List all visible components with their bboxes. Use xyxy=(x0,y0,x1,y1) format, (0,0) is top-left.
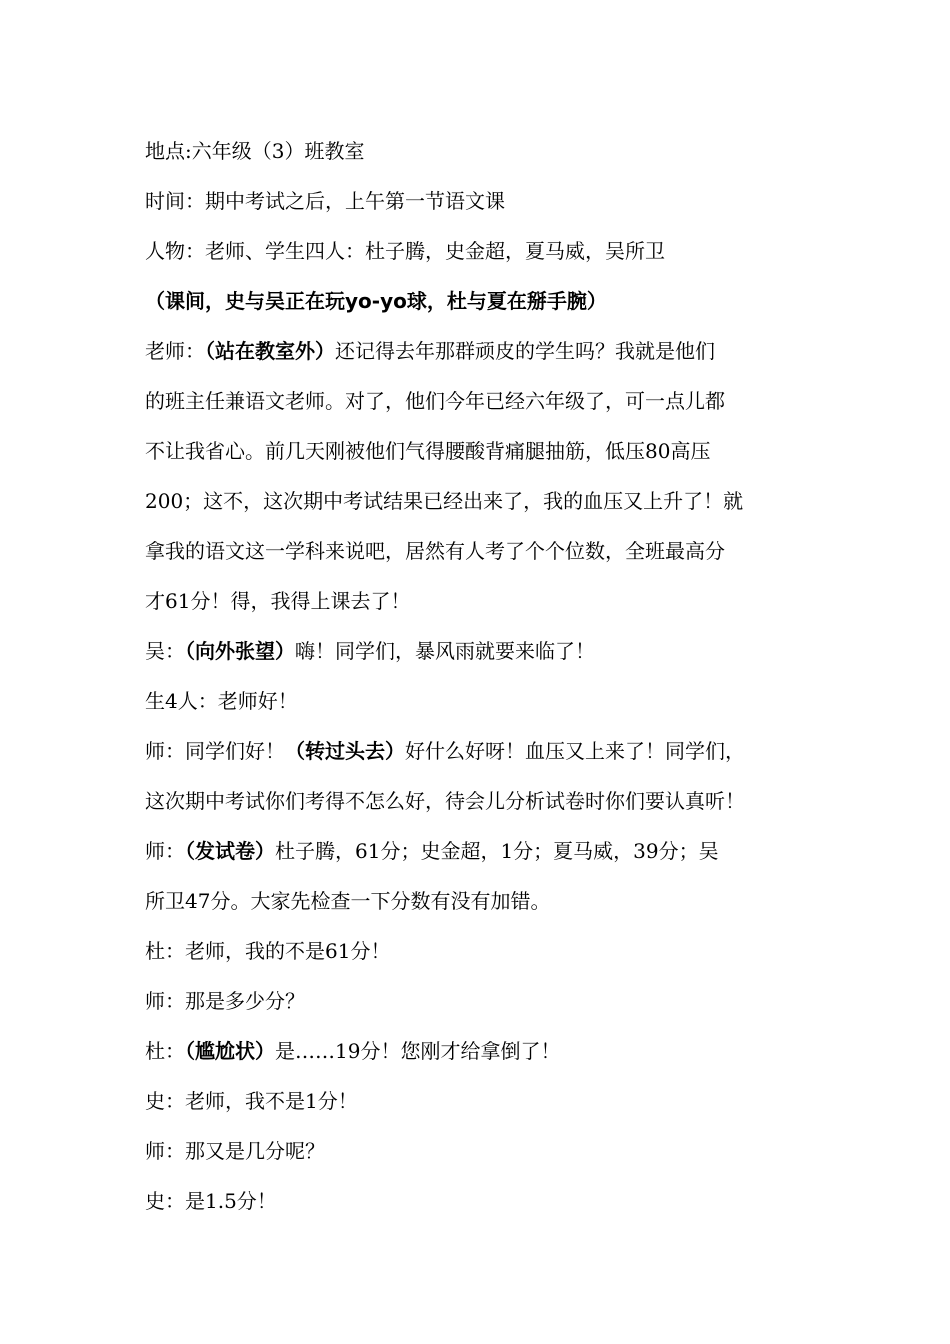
speaker-label: 老师： xyxy=(145,339,205,363)
stage-direction: （转过头去） xyxy=(285,739,405,763)
stage-direction: （课间，史与吴正在玩yo-yo球，杜与夏在掰手腕） xyxy=(145,289,607,313)
text-line xyxy=(145,282,825,332)
text-run: 时间：期中考试之后，上午第一节语文课 xyxy=(145,189,505,213)
text-line xyxy=(145,532,825,582)
text-run: 是……19分！您刚才给拿倒了！ xyxy=(275,1039,561,1063)
text-line xyxy=(145,382,825,432)
text-line xyxy=(145,482,825,532)
text-run: 嗨！同学们，暴风雨就要来临了！ xyxy=(295,639,595,663)
text-run: 才61分！得，我得上课去了！ xyxy=(145,589,411,613)
text-line xyxy=(145,682,825,732)
speaker-label: 师： xyxy=(145,839,185,863)
text-run: 生4人：老师好！ xyxy=(145,689,298,713)
text-run: 史：老师，我不是1分！ xyxy=(145,1089,358,1113)
text-run: 史：是1.5分！ xyxy=(145,1189,277,1213)
stage-direction: （发试卷） xyxy=(185,839,275,863)
text-run: 师：那又是几分呢？ xyxy=(145,1139,325,1163)
text-line xyxy=(145,132,825,182)
text-run: 200；这不，这次期中考试结果已经出来了，我的血压又上升了！就 xyxy=(145,489,744,513)
text-line xyxy=(145,932,825,982)
speaker-label: 杜： xyxy=(145,1039,185,1063)
text-run: 师：那是多少分？ xyxy=(145,989,305,1013)
text-run: 杜：老师，我的不是61分！ xyxy=(145,939,391,963)
text-line xyxy=(145,782,825,832)
text-line xyxy=(145,1082,825,1132)
text-run: 还记得去年那群顽皮的学生吗？我就是他们 xyxy=(335,339,715,363)
text-line xyxy=(145,1132,825,1182)
text-run: 杜子腾，61分；史金超，1分；夏马威，39分；吴 xyxy=(275,839,719,863)
text-line xyxy=(145,832,825,882)
text-run: 拿我的语文这一学科来说吧，居然有人考了个个位数，全班最高分 xyxy=(145,539,725,563)
speaker-label: 吴： xyxy=(145,639,185,663)
text-line xyxy=(145,1182,825,1232)
text-line xyxy=(145,332,825,382)
text-run: 的班主任兼语文老师。对了，他们今年已经六年级了，可一点儿都 xyxy=(145,389,725,413)
text-line xyxy=(145,182,825,232)
text-run: 地点:六年级（3）班教室 xyxy=(145,139,365,163)
text-line xyxy=(145,232,825,282)
document-body xyxy=(145,132,825,1232)
stage-direction: （站在教室外） xyxy=(205,339,335,363)
text-run: 好什么好呀！血压又上来了！同学们， xyxy=(405,739,745,763)
stage-direction: （尴尬状） xyxy=(185,1039,275,1063)
text-line xyxy=(145,882,825,932)
text-run: 这次期中考试你们考得不怎么好，待会儿分析试卷时你们要认真听！ xyxy=(145,789,745,813)
text-line xyxy=(145,982,825,1032)
text-line xyxy=(145,1032,825,1082)
text-run: 师：同学们好！ xyxy=(145,739,285,763)
text-line xyxy=(145,732,825,782)
text-line xyxy=(145,582,825,632)
stage-direction: （向外张望） xyxy=(185,639,295,663)
text-run: 人物：老师、学生四人：杜子腾，史金超，夏马威，吴所卫 xyxy=(145,239,665,263)
text-run: 所卫47分。大家先检查一下分数有没有加错。 xyxy=(145,889,551,913)
text-line xyxy=(145,632,825,682)
text-line xyxy=(145,432,825,482)
text-run: 不让我省心。前几天刚被他们气得腰酸背痛腿抽筋，低压80高压 xyxy=(145,439,711,463)
